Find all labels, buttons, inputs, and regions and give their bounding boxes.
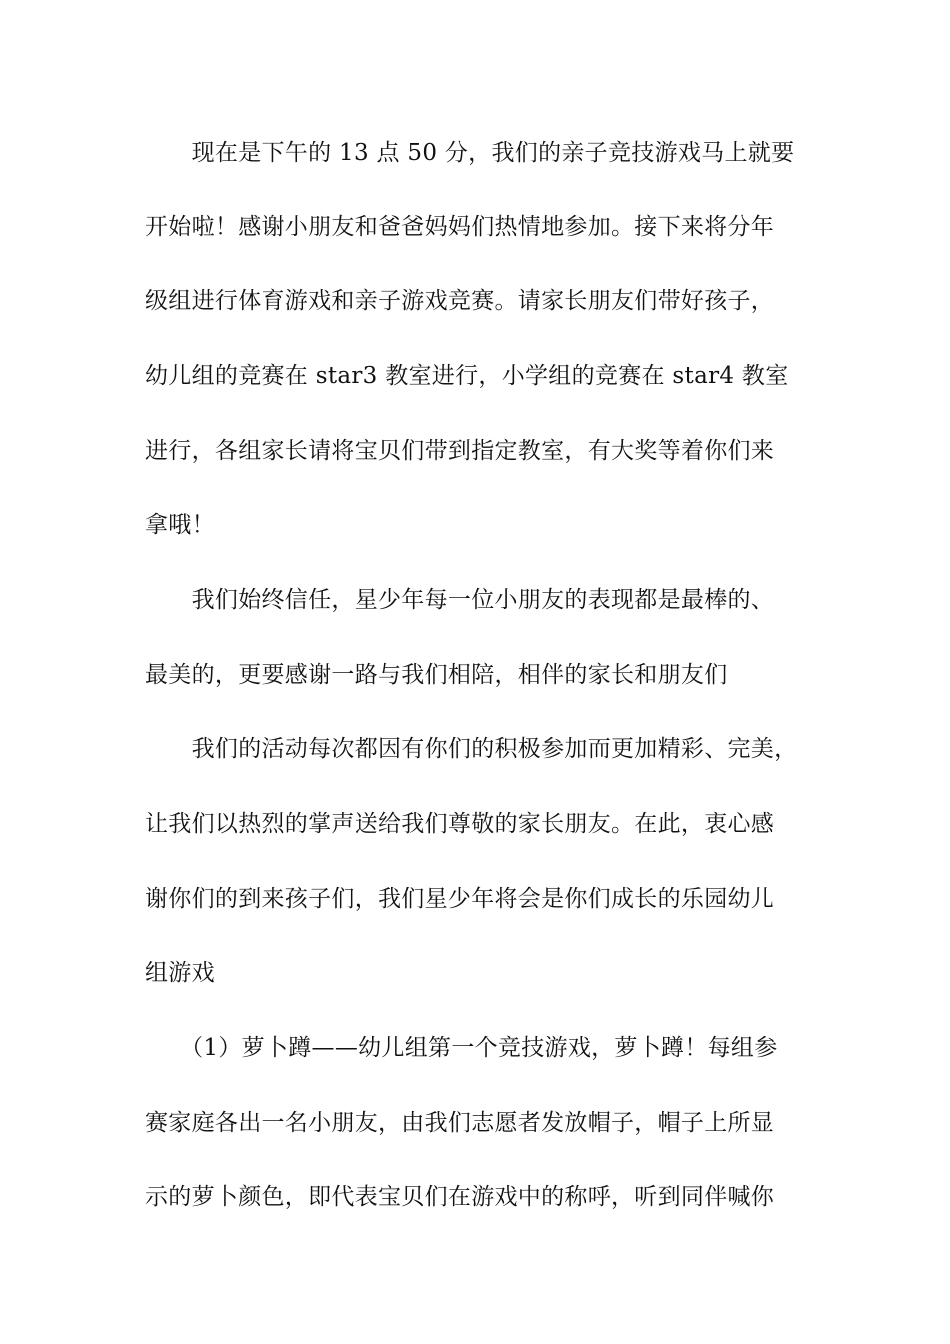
text-line: 我们始终信任，星少年每一位小朋友的表现都是最棒的、 [145,587,775,613]
text-line: 幼儿组的竞赛在 star3 教室进行，小学组的竞赛在 star4 教室 [145,363,789,389]
text-line: 示的萝卜颜色，即代表宝贝们在游戏中的称呼，听到同伴喊你 [145,1184,775,1210]
text-line: 现在是下午的 13 点 50 分，我们的亲子竞技游戏马上就要 [145,140,795,166]
text-line: 开始啦！感谢小朋友和爸爸妈妈们热情地参加。接下来将分年 [145,214,775,240]
text-line: 进行，各组家长请将宝贝们带到指定教室，有大奖等着你们来 [145,438,775,464]
text-line: 最美的，更要感谢一路与我们相陪，相伴的家长和朋友们 [145,662,728,688]
text-line: 赛家庭各出一名小朋友，由我们志愿者发放帽子，帽子上所显 [145,1110,775,1136]
text-line: （1）萝卜蹲——幼儿组第一个竞技游戏，萝卜蹲！每组参 [145,1035,778,1061]
text-line: 让我们以热烈的掌声送给我们尊敬的家长朋友。在此，衷心感 [145,811,775,837]
text-line: 拿哦！ [145,512,215,538]
text-line: 级组进行体育游戏和亲子游戏竞赛。请家长朋友们带好孩子， [145,288,775,314]
text-line: 谢你们的到来孩子们，我们星少年将会是你们成长的乐园幼儿 [145,886,775,912]
text-line: 我们的活动每次都因有你们的积极参加而更加精彩、完美， [145,736,798,762]
text-line: 组游戏 [145,960,215,986]
